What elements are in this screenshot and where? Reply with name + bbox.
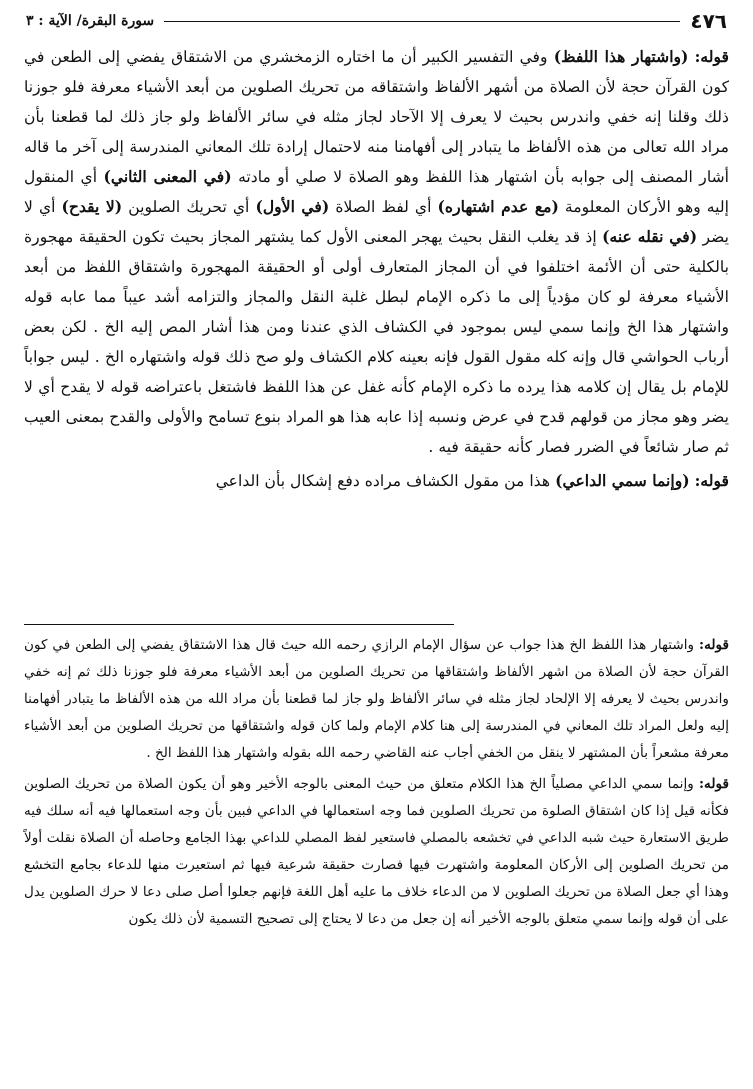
quoted-phrase: (مع عدم اشتهاره) [437, 197, 559, 216]
footnote-text: واشتهار هذا اللفظ الخ هذا جواب عن سؤال الإمام الرازي رحمه الله حيث قال هذا الاشتقاق يفضي إلى الطعن في كون القرآن حجة لأن الصلاة من اشهر الألفاظ واشتقاقها من تحريك الصلوين من أبعد الأشياء معرفة فلو جوزنا ذلك ثم إنه خفي واندرس بحيث لا يعرفه إلا الإلحاد لجاز مثله في سائر الألفاظ ولو جاز لما قطعنا بأن مراد الله من هذه الألفاظ ما يتبادر أفهامنا إليه ولعل المراد تلك المعاني في المندرسة إلى هنا كلام الإمام ولما كان قوله واشتقاقها من تحريك الصلوين من أبعد الأشياء معرفة مشعراً بأن المشتهر لا ينقل من الخفي أجاب عنه القاضي رحمه الله بقوله واشتهار هذا اللفظ الخ . [24, 637, 729, 761]
footnote-paragraph [24, 632, 729, 767]
quoted-phrase: (واشتهار هذا اللفظ) [553, 47, 689, 66]
quoted-phrase: (في المعنى الثاني) [103, 167, 232, 186]
footnote-divider [24, 624, 454, 625]
main-paragraph [24, 466, 729, 496]
commentary-text: إذ قد يغلب النقل بحيث يهجر المعنى الأول كما يشتهر المجاز بحيث تكون الحقيقة مهجورة بالكلية حتى أن الأئمة اختلفوا في أن المجاز المتعارف أولى أو الحقيقة المهجورة واشتقاق اللفظ من أبعد الأشياء معرفة لو كان مؤدياً إلى ما ذكره الإمام لبطل غلبة النقل والمجاز والتزامه أشد عيباً مما عابه قوله واشتهار هذا الخ وإنما سمي ليس بموجود في الكشاف الذي عندنا ومن هذا أشار المص إليه الخ . لكن بعض أرباب الحواشي قال وإنه كله مقول القول فإنه بعينه كلام الكشاف ولو صح ذلك قوله واشتهاره الخ . ليس جواباً للإمام بل يقال إن كلامه هذا يرده ما ذكره الإمام كأنه غفل عن هذا اللفظ فاشتغل باعتراضه قوله لا يقدح أي لا يضر وهو مجاز من قولهم قدح في عرض ونسبه إذا عابه هذا هو المراد بنوع تسامح والأولى والقدح بمعنى العيب ثم صار شائعاً في الضرر فصار كأنه حقيقة فيه . [24, 228, 729, 456]
running-title: سورة البقرة/ الآية : ٣ [26, 13, 155, 29]
header-rule [164, 21, 680, 22]
footnote-paragraph [24, 771, 729, 933]
quoted-phrase: (في الأول) [255, 197, 330, 216]
quoted-phrase: (وإنما سمي الداعي) [555, 471, 690, 490]
commentary-text: وفي التفسير الكبير أن ما اختاره الزمخشري من الاشتقاق يفضي إلى الطعن في كون القرآن حجة لأن الصلاة من أشهر الألفاظ واشتقاقه من تحريك الصلوين من أبعد الأشياء معرفة فلو جوزنا ذلك وقلنا إنه خفي واندرس بحيث لا يعرف إلا الآحاد لجاز مثله في سائر الألفاظ ولو جاز ذلك لما قطعنا بأن مراد الله تعالى من هذه الألفاظ ما يتبادر إلى أفهامنا منه لاحتمال إرادة تلك المعاني المندرسة إلى آخر ما قاله أشار المصنف إلى جوابه بأن اشتهار هذا اللفظ وهو الصلاة لا صلي أو مادته [24, 48, 729, 186]
quoted-phrase: (في نقله عنه) [602, 227, 698, 246]
paragraph-label: قوله: [694, 47, 729, 66]
quoted-phrase: (لا يقدح) [61, 197, 123, 216]
footnote-label: قوله: [699, 776, 729, 792]
footnote-label: قوله: [699, 637, 730, 653]
page-number: ٤٧٦ [690, 9, 727, 33]
commentary-text: أي المنقول إليه وهو الأركان المعلومة [24, 168, 729, 216]
footnotes-section [24, 632, 729, 937]
main-paragraph [24, 42, 729, 462]
commentary-text: هذا من مقول الكشاف مراده دفع إشكال بأن الداعي [215, 472, 551, 490]
commentary-text: أي لفظ الصلاة [335, 198, 432, 216]
paragraph-label: قوله: [694, 471, 729, 490]
commentary-text: أي تحريك الصلوين [128, 198, 250, 216]
main-commentary [24, 42, 729, 500]
commentary-text: أي لا يضر [24, 198, 730, 246]
footnote-text: وإنما سمي الداعي مصلياً الخ هذا الكلام متعلق من حيث المعنى بالوجه الأخير وهو أن يكون الصلاة من تحريك الصلوين فكأنه قيل إذا كان اشتقاق الصلوة من تحريك الصلوين فما وجه استعمالها في الداعي فبين بأن وجه استعمالها فيه أنه سلك فيه طريق الاستعارة حيث شبه الداعي في تخشعه بالمصلي فاستعير لفظ المصلي للداعي بهذا الجامع وحاصله أن الصلاة نقلت أولاً من تحريك الصلوين إلى الأركان المعلومة واشتهرت فيها فصارت حقيقة شرعية فيها ثم استعيرت منها للدعاء بجامع التخشع وهذا أي جعل الصلاة من تحريك الصلوين لا من الدعاء خلاف ما عليه أهل اللغة فإنهم جعلوا أصل صلى دعا لا حرك الصلوين يدل على أن قوله وإنما سمي متعلق بالوجه الأخير أنه إن جعل من دعا لا يحتاج إلى تصحيح التسمية لأن ذلك يكون [24, 776, 729, 927]
page-header [26, 8, 727, 34]
